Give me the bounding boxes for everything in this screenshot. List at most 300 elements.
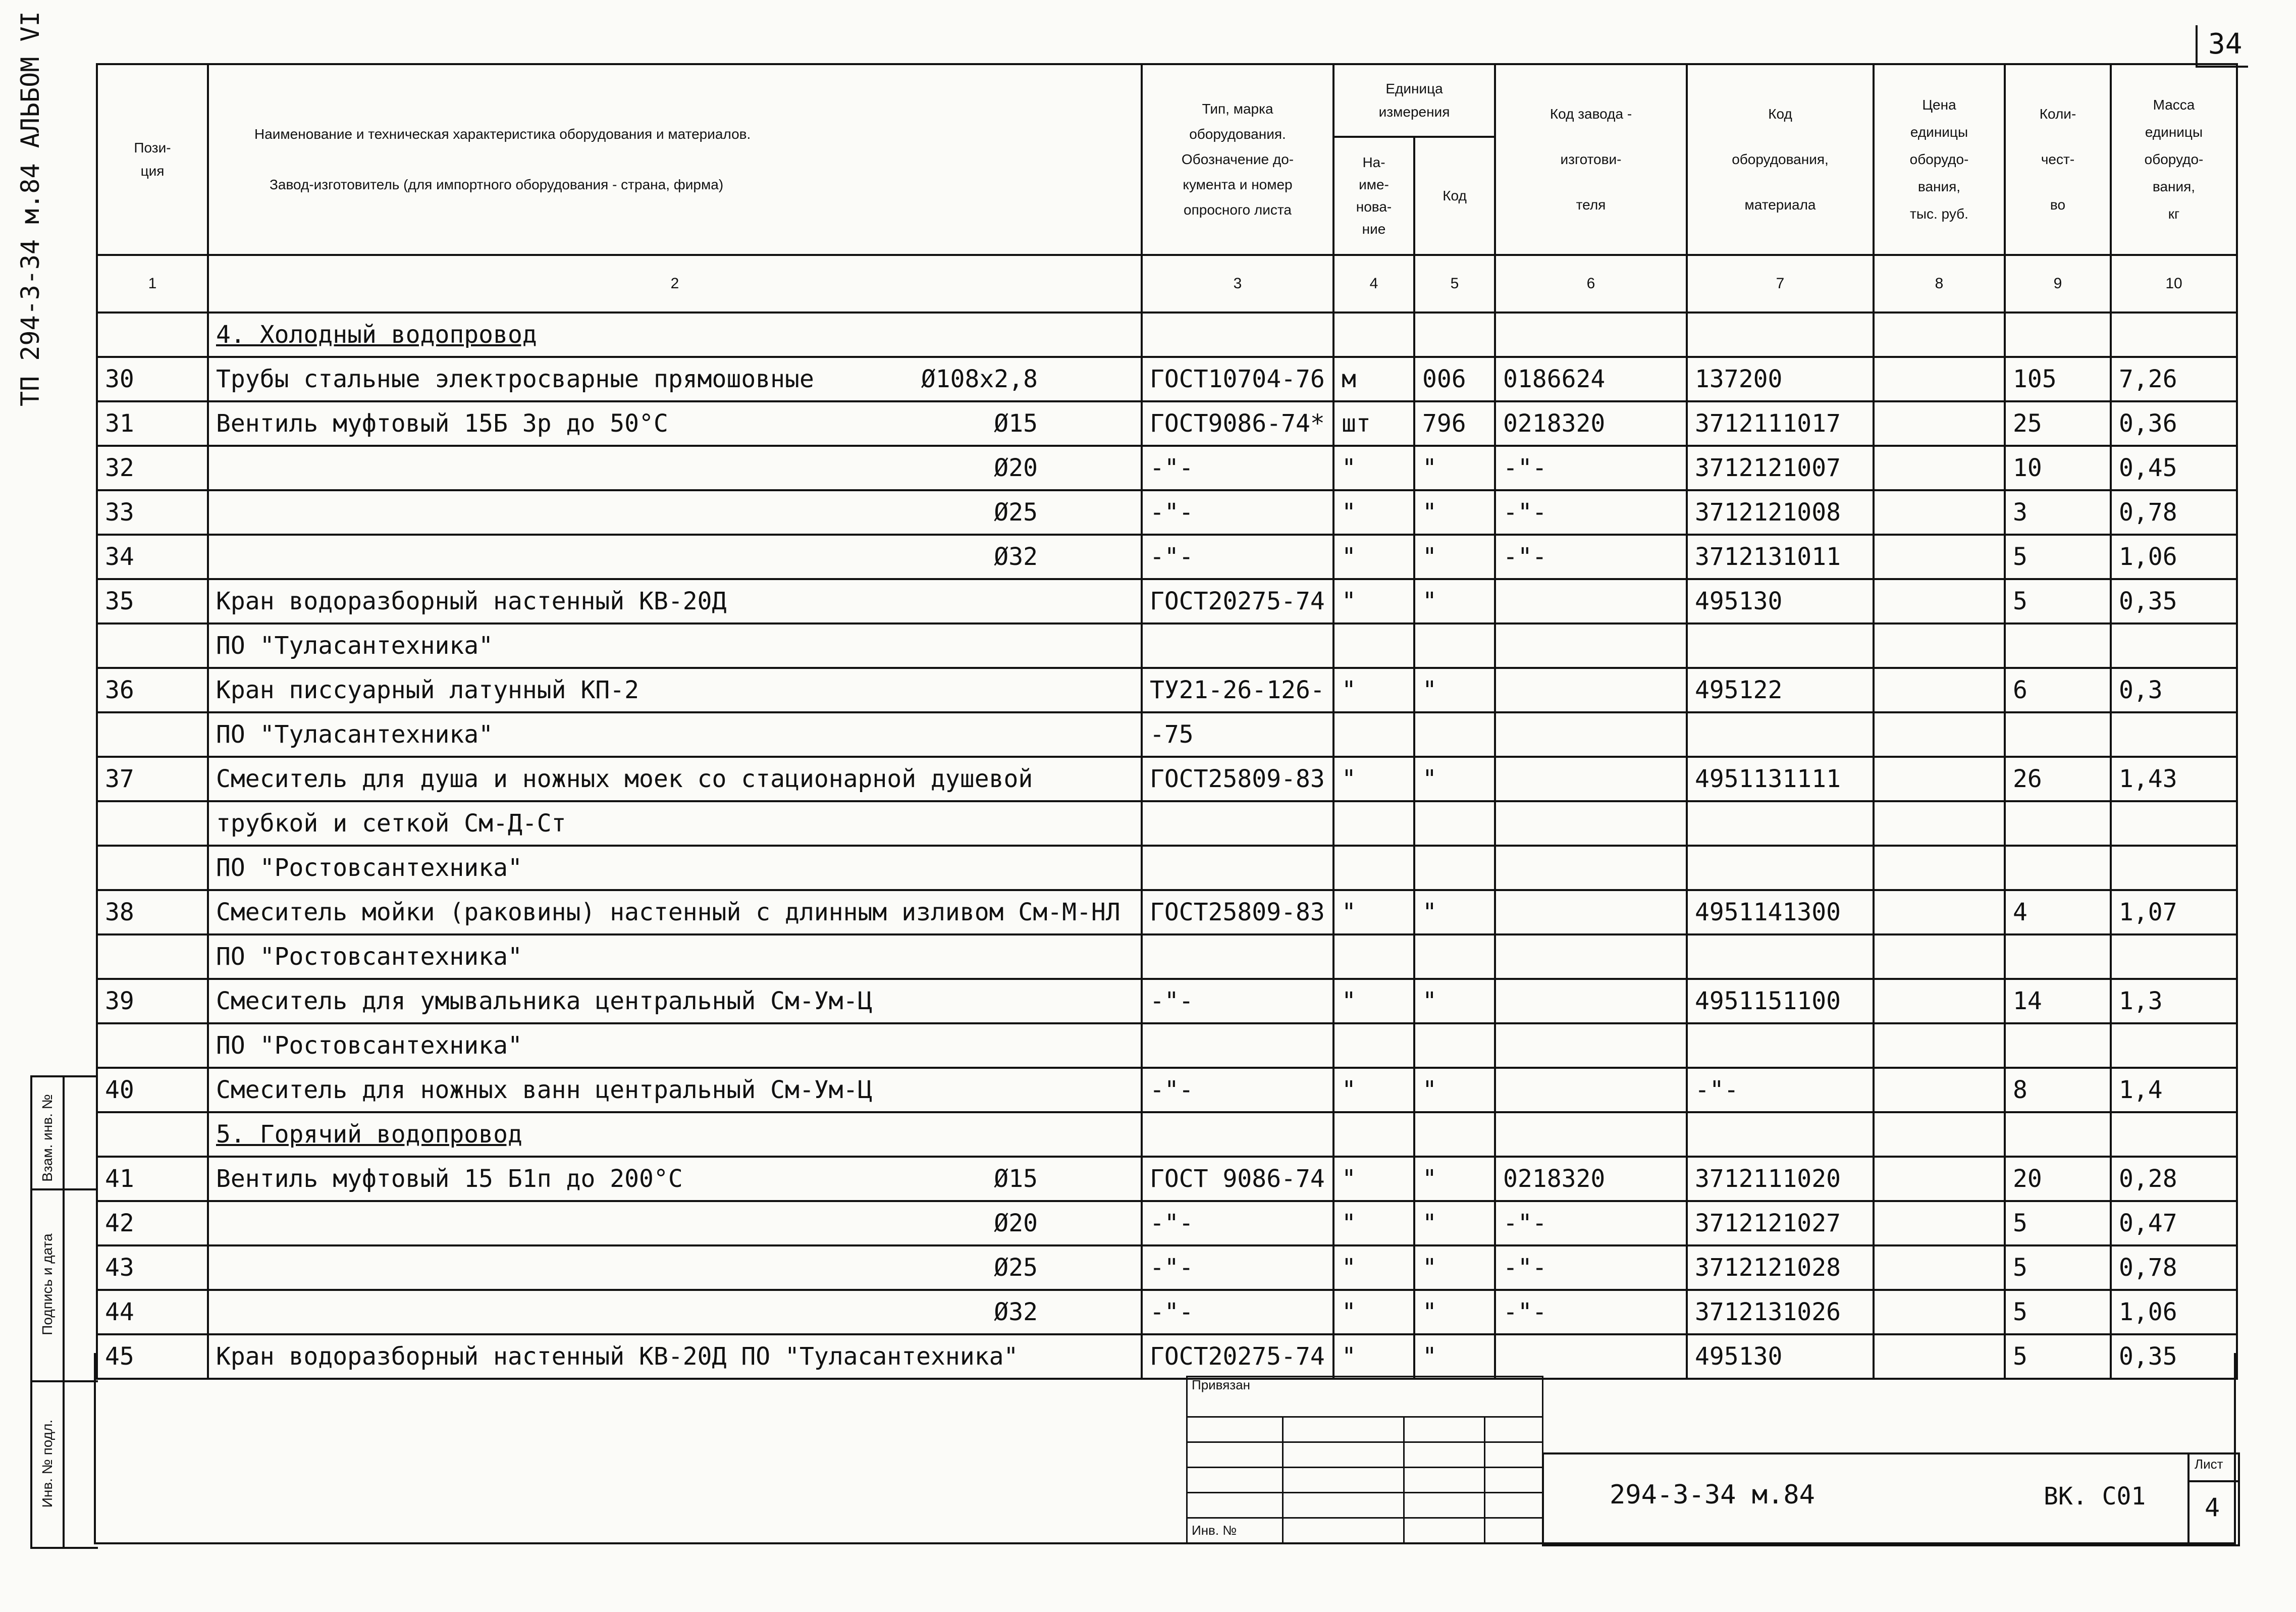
table-row bbox=[97, 579, 2237, 623]
row-name-text: Смеситель для душа и ножных моек со стационарной душевой bbox=[216, 765, 1033, 793]
row-mass: 1,4 bbox=[2111, 1068, 2237, 1112]
row-manufacturer-code: -"- bbox=[1495, 446, 1687, 490]
stamp-inv-label: Инв. № bbox=[1187, 1518, 1283, 1543]
row-manufacturer-code bbox=[1495, 934, 1687, 979]
row-unit-name: " bbox=[1333, 1201, 1414, 1245]
row-equipment-code: 3712121028 bbox=[1687, 1245, 1874, 1290]
row-price bbox=[1874, 1201, 2005, 1245]
row-equipment-code bbox=[1687, 623, 1874, 668]
row-price bbox=[1874, 623, 2005, 668]
header-unit-name: На- име- нова- ние bbox=[1333, 137, 1414, 255]
table-row bbox=[97, 1112, 2237, 1157]
row-unit-code: " bbox=[1414, 490, 1495, 535]
row-unit-code: " bbox=[1414, 1201, 1495, 1245]
row-unit-name: " bbox=[1333, 1334, 1414, 1379]
row-equipment-code: 3712121027 bbox=[1687, 1201, 1874, 1245]
row-name-text: ПО "Туласантехника" bbox=[216, 632, 494, 660]
title-block bbox=[1542, 1452, 2240, 1546]
row-price bbox=[1874, 579, 2005, 623]
row-unit-code: " bbox=[1414, 1068, 1495, 1112]
column-number: 5 bbox=[1414, 255, 1495, 313]
row-document: ГОСТ25809-83 bbox=[1142, 757, 1333, 801]
row-equipment-code bbox=[1687, 313, 1874, 357]
row-name bbox=[208, 934, 1142, 979]
row-unit-name: " bbox=[1333, 1157, 1414, 1201]
row-mass bbox=[2111, 846, 2237, 890]
row-mass: 0,36 bbox=[2111, 401, 2237, 446]
stamp-tied-label: Привязан bbox=[1187, 1377, 1543, 1417]
row-price bbox=[1874, 712, 2005, 757]
table-row bbox=[97, 623, 2237, 668]
row-price bbox=[1874, 890, 2005, 934]
row-unit-name bbox=[1333, 712, 1414, 757]
row-mass: 1,3 bbox=[2111, 979, 2237, 1023]
row-mass: 1,43 bbox=[2111, 757, 2237, 801]
row-name bbox=[208, 712, 1142, 757]
table-row bbox=[97, 446, 2237, 490]
row-position: 35 bbox=[97, 579, 208, 623]
row-name bbox=[208, 1112, 1142, 1157]
column-number: 3 bbox=[1142, 255, 1333, 313]
table-header-row bbox=[97, 64, 2237, 137]
row-document: -"- bbox=[1142, 446, 1333, 490]
row-price bbox=[1874, 801, 2005, 846]
row-unit-code: " bbox=[1414, 446, 1495, 490]
row-equipment-code: 4951151100 bbox=[1687, 979, 1874, 1023]
row-price bbox=[1874, 757, 2005, 801]
row-manufacturer-code: -"- bbox=[1495, 1245, 1687, 1290]
row-name-text: Смеситель мойки (раковины) настенный с длинным изливом См-М-НЛ bbox=[216, 898, 1120, 926]
row-price bbox=[1874, 401, 2005, 446]
row-diameter: Ø32 bbox=[994, 543, 1038, 571]
page-number: 34 bbox=[2208, 28, 2242, 61]
table-row bbox=[97, 401, 2237, 446]
row-position: 41 bbox=[97, 1157, 208, 1201]
row-position bbox=[97, 846, 208, 890]
row-name bbox=[208, 979, 1142, 1023]
table-row bbox=[97, 1201, 2237, 1245]
row-position: 30 bbox=[97, 357, 208, 401]
row-name bbox=[208, 1023, 1142, 1068]
row-quantity: 14 bbox=[2005, 979, 2111, 1023]
row-mass bbox=[2111, 623, 2237, 668]
row-quantity: 5 bbox=[2005, 1201, 2111, 1245]
table-row bbox=[97, 313, 2237, 357]
row-name bbox=[208, 490, 1142, 535]
table-row bbox=[97, 1023, 2237, 1068]
row-manufacturer-code bbox=[1495, 1334, 1687, 1379]
row-mass: 1,06 bbox=[2111, 1290, 2237, 1334]
row-unit-code: " bbox=[1414, 668, 1495, 712]
row-document: -"- bbox=[1142, 979, 1333, 1023]
row-diameter: Ø15 bbox=[994, 1165, 1038, 1193]
row-manufacturer-code: -"- bbox=[1495, 1290, 1687, 1334]
row-unit-name: " bbox=[1333, 757, 1414, 801]
row-name-text: ПО "Туласантехника" bbox=[216, 720, 494, 749]
row-quantity bbox=[2005, 313, 2111, 357]
header-equipment-code: Код оборудования, материала bbox=[1687, 64, 1874, 255]
row-name bbox=[208, 757, 1142, 801]
column-number: 4 bbox=[1333, 255, 1414, 313]
row-position bbox=[97, 934, 208, 979]
row-equipment-code bbox=[1687, 712, 1874, 757]
row-mass: 7,26 bbox=[2111, 357, 2237, 401]
side-label-signature-date: Подпись и дата bbox=[39, 1233, 55, 1335]
row-equipment-code: 3712131026 bbox=[1687, 1290, 1874, 1334]
row-name bbox=[208, 1201, 1142, 1245]
row-equipment-code bbox=[1687, 846, 1874, 890]
row-position bbox=[97, 313, 208, 357]
row-name bbox=[208, 1334, 1142, 1379]
row-quantity: 5 bbox=[2005, 1334, 2111, 1379]
sheet-number-cell bbox=[2187, 1452, 2240, 1542]
row-manufacturer-code bbox=[1495, 668, 1687, 712]
row-mass: 0,47 bbox=[2111, 1201, 2237, 1245]
row-diameter: Ø15 bbox=[994, 409, 1038, 438]
row-diameter: Ø32 bbox=[994, 1298, 1038, 1326]
row-manufacturer-code: -"- bbox=[1495, 1201, 1687, 1245]
row-mass bbox=[2111, 1023, 2237, 1068]
row-unit-name: шт bbox=[1333, 401, 1414, 446]
row-mass: 0,3 bbox=[2111, 668, 2237, 712]
row-manufacturer-code bbox=[1495, 623, 1687, 668]
row-unit-code: " bbox=[1414, 1157, 1495, 1201]
row-unit-code: " bbox=[1414, 1245, 1495, 1290]
header-name: Наименование и техническая характеристика оборудования и материалов. Завод-изготовитель (для импортного оборудования - страна, фирма) bbox=[208, 64, 1142, 255]
left-frame bbox=[94, 1353, 96, 1544]
row-price bbox=[1874, 1245, 2005, 1290]
row-diameter: Ø108x2,8 bbox=[921, 365, 1038, 393]
row-manufacturer-code bbox=[1495, 801, 1687, 846]
column-numbers-row bbox=[97, 255, 2237, 313]
row-price bbox=[1874, 1290, 2005, 1334]
row-equipment-code: 3712121008 bbox=[1687, 490, 1874, 535]
row-unit-code bbox=[1414, 934, 1495, 979]
row-document bbox=[1142, 313, 1333, 357]
row-unit-code bbox=[1414, 801, 1495, 846]
table-row bbox=[97, 1068, 2237, 1112]
row-name bbox=[208, 1068, 1142, 1112]
row-position: 32 bbox=[97, 446, 208, 490]
row-document: -75 bbox=[1142, 712, 1333, 757]
row-price bbox=[1874, 668, 2005, 712]
row-position: 31 bbox=[97, 401, 208, 446]
row-unit-code bbox=[1414, 1023, 1495, 1068]
header-quantity: Коли- чест- во bbox=[2005, 64, 2111, 255]
row-diameter: Ø25 bbox=[994, 1254, 1038, 1282]
row-document bbox=[1142, 623, 1333, 668]
row-mass: 0,35 bbox=[2111, 579, 2237, 623]
row-position bbox=[97, 623, 208, 668]
row-quantity bbox=[2005, 934, 2111, 979]
row-equipment-code: 3712111020 bbox=[1687, 1157, 1874, 1201]
row-mass: 0,78 bbox=[2111, 490, 2237, 535]
row-unit-name bbox=[1333, 801, 1414, 846]
row-manufacturer-code bbox=[1495, 712, 1687, 757]
row-equipment-code: -"- bbox=[1687, 1068, 1874, 1112]
row-document: -"- bbox=[1142, 535, 1333, 579]
row-name bbox=[208, 535, 1142, 579]
row-unit-name: " bbox=[1333, 490, 1414, 535]
row-document: -"- bbox=[1142, 1245, 1333, 1290]
row-equipment-code: 495122 bbox=[1687, 668, 1874, 712]
row-position: 40 bbox=[97, 1068, 208, 1112]
row-unit-name: " bbox=[1333, 1245, 1414, 1290]
row-name-text: 5. Горячий водопровод bbox=[216, 1120, 522, 1149]
row-price bbox=[1874, 934, 2005, 979]
row-unit-name bbox=[1333, 623, 1414, 668]
row-document: ГОСТ25809-83 bbox=[1142, 890, 1333, 934]
header-unit-code: Код bbox=[1414, 137, 1495, 255]
row-unit-code bbox=[1414, 846, 1495, 890]
row-quantity: 8 bbox=[2005, 1068, 2111, 1112]
row-document bbox=[1142, 801, 1333, 846]
row-unit-code bbox=[1414, 313, 1495, 357]
header-type: Тип, марка оборудования. Обозначение до- кумента и номер опросного листа bbox=[1142, 64, 1333, 255]
row-document bbox=[1142, 846, 1333, 890]
row-price bbox=[1874, 1068, 2005, 1112]
row-manufacturer-code bbox=[1495, 1112, 1687, 1157]
row-unit-name bbox=[1333, 313, 1414, 357]
row-mass bbox=[2111, 712, 2237, 757]
table-row bbox=[97, 712, 2237, 757]
table-row bbox=[97, 1157, 2237, 1201]
row-unit-code bbox=[1414, 1112, 1495, 1157]
row-unit-name: " bbox=[1333, 446, 1414, 490]
specification-table bbox=[96, 63, 2238, 1380]
row-equipment-code: 495130 bbox=[1687, 579, 1874, 623]
row-manufacturer-code bbox=[1495, 1023, 1687, 1068]
row-unit-code: 006 bbox=[1414, 357, 1495, 401]
table-row bbox=[97, 535, 2237, 579]
sheet-label: Лист bbox=[2195, 1457, 2223, 1472]
row-name-text: ПО "Ростовсантехника" bbox=[216, 943, 522, 971]
sheet-code: ВК. С01 bbox=[2044, 1482, 2146, 1511]
row-quantity: 5 bbox=[2005, 1290, 2111, 1334]
row-document: ГОСТ10704-76 bbox=[1142, 357, 1333, 401]
table-body bbox=[97, 313, 2237, 1379]
row-unit-code: 796 bbox=[1414, 401, 1495, 446]
row-name-text: Трубы стальные электросварные прямошовные bbox=[216, 365, 814, 393]
row-equipment-code: 137200 bbox=[1687, 357, 1874, 401]
table-row bbox=[97, 757, 2237, 801]
row-quantity: 5 bbox=[2005, 535, 2111, 579]
row-document: -"- bbox=[1142, 1201, 1333, 1245]
row-manufacturer-code bbox=[1495, 890, 1687, 934]
row-unit-name: " bbox=[1333, 535, 1414, 579]
row-quantity: 26 bbox=[2005, 757, 2111, 801]
row-manufacturer-code: 0218320 bbox=[1495, 1157, 1687, 1201]
row-mass: 0,35 bbox=[2111, 1334, 2237, 1379]
row-position: 36 bbox=[97, 668, 208, 712]
row-position bbox=[97, 1112, 208, 1157]
row-name bbox=[208, 1245, 1142, 1290]
table-row bbox=[97, 357, 2237, 401]
table-row bbox=[97, 1334, 2237, 1379]
row-equipment-code bbox=[1687, 1023, 1874, 1068]
row-document: -"- bbox=[1142, 1290, 1333, 1334]
row-unit-name bbox=[1333, 1112, 1414, 1157]
row-mass bbox=[2111, 1112, 2237, 1157]
row-manufacturer-code bbox=[1495, 313, 1687, 357]
row-diameter: Ø20 bbox=[994, 454, 1038, 482]
row-unit-code: " bbox=[1414, 1334, 1495, 1379]
row-price bbox=[1874, 1157, 2005, 1201]
row-unit-code: " bbox=[1414, 535, 1495, 579]
row-mass: 0,78 bbox=[2111, 1245, 2237, 1290]
row-name bbox=[208, 801, 1142, 846]
row-price bbox=[1874, 979, 2005, 1023]
row-document bbox=[1142, 1112, 1333, 1157]
row-quantity: 5 bbox=[2005, 1245, 2111, 1290]
header-price: Цена единицы оборудо- вания, тыс. руб. bbox=[1874, 64, 2005, 255]
row-quantity bbox=[2005, 1023, 2111, 1068]
row-price bbox=[1874, 535, 2005, 579]
row-quantity bbox=[2005, 801, 2111, 846]
doc-code: 294-3-34 м.84 bbox=[1610, 1480, 1815, 1510]
row-quantity bbox=[2005, 623, 2111, 668]
row-name-text: ПО "Ростовсантехника" bbox=[216, 854, 522, 882]
column-number: 8 bbox=[1874, 255, 2005, 313]
row-position: 44 bbox=[97, 1290, 208, 1334]
row-equipment-code: 4951131111 bbox=[1687, 757, 1874, 801]
row-quantity bbox=[2005, 712, 2111, 757]
table-row bbox=[97, 801, 2237, 846]
row-mass bbox=[2111, 801, 2237, 846]
row-unit-name bbox=[1333, 1023, 1414, 1068]
row-quantity: 20 bbox=[2005, 1157, 2111, 1201]
side-label-replaced-inv: Взам. инв. № bbox=[39, 1094, 55, 1182]
row-equipment-code bbox=[1687, 1112, 1874, 1157]
row-unit-name: " bbox=[1333, 1290, 1414, 1334]
row-position: 43 bbox=[97, 1245, 208, 1290]
row-unit-code: " bbox=[1414, 1290, 1495, 1334]
row-price bbox=[1874, 846, 2005, 890]
row-equipment-code: 495130 bbox=[1687, 1334, 1874, 1379]
row-name bbox=[208, 1290, 1142, 1334]
row-document: ГОСТ20275-74 bbox=[1142, 579, 1333, 623]
row-unit-code: " bbox=[1414, 579, 1495, 623]
row-quantity bbox=[2005, 846, 2111, 890]
side-stamp-strip bbox=[30, 1075, 98, 1549]
row-manufacturer-code: -"- bbox=[1495, 535, 1687, 579]
row-unit-name: " bbox=[1333, 979, 1414, 1023]
table-row bbox=[97, 979, 2237, 1023]
row-price bbox=[1874, 446, 2005, 490]
row-document: ГОСТ9086-74* bbox=[1142, 401, 1333, 446]
row-unit-code: " bbox=[1414, 979, 1495, 1023]
row-equipment-code: 4951141300 bbox=[1687, 890, 1874, 934]
row-unit-code bbox=[1414, 623, 1495, 668]
table-row bbox=[97, 934, 2237, 979]
row-manufacturer-code: 0186624 bbox=[1495, 357, 1687, 401]
row-name-text: Вентиль муфтовый 15Б 3р до 50°С bbox=[216, 409, 668, 438]
row-name bbox=[208, 313, 1142, 357]
row-name-text: Вентиль муфтовый 15 Б1п до 200°С bbox=[216, 1165, 683, 1193]
row-name bbox=[208, 579, 1142, 623]
row-position: 37 bbox=[97, 757, 208, 801]
row-unit-code bbox=[1414, 712, 1495, 757]
row-mass: 1,06 bbox=[2111, 535, 2237, 579]
row-price bbox=[1874, 1112, 2005, 1157]
row-position bbox=[97, 712, 208, 757]
table-row bbox=[97, 668, 2237, 712]
row-mass: 1,07 bbox=[2111, 890, 2237, 934]
row-unit-name: " bbox=[1333, 579, 1414, 623]
column-number: 7 bbox=[1687, 255, 1874, 313]
row-diameter: Ø25 bbox=[994, 498, 1038, 527]
row-name-text: трубкой и сеткой См-Д-Ст bbox=[216, 809, 566, 838]
row-position: 33 bbox=[97, 490, 208, 535]
row-mass bbox=[2111, 934, 2237, 979]
column-number: 2 bbox=[208, 255, 1142, 313]
row-unit-name bbox=[1333, 934, 1414, 979]
row-name-text: Кран водоразборный настенный КВ-20Д bbox=[216, 587, 727, 615]
row-equipment-code: 3712111017 bbox=[1687, 401, 1874, 446]
binding-stamp bbox=[1186, 1376, 1543, 1544]
row-unit-name bbox=[1333, 846, 1414, 890]
row-document bbox=[1142, 934, 1333, 979]
column-number: 9 bbox=[2005, 255, 2111, 313]
row-document: ТУ21-26-126- bbox=[1142, 668, 1333, 712]
row-name-text: Смеситель для умывальника центральный См-Ум-Ц bbox=[216, 987, 873, 1015]
row-manufacturer-code bbox=[1495, 757, 1687, 801]
row-name bbox=[208, 668, 1142, 712]
row-manufacturer-code bbox=[1495, 579, 1687, 623]
row-quantity: 3 bbox=[2005, 490, 2111, 535]
header-mass: Масса единицы оборудо- вания, кг bbox=[2111, 64, 2237, 255]
row-quantity: 4 bbox=[2005, 890, 2111, 934]
row-diameter: Ø20 bbox=[994, 1209, 1038, 1237]
row-quantity: 10 bbox=[2005, 446, 2111, 490]
row-document: ГОСТ 9086-74 bbox=[1142, 1157, 1333, 1201]
row-position: 38 bbox=[97, 890, 208, 934]
row-name bbox=[208, 401, 1142, 446]
row-document bbox=[1142, 1023, 1333, 1068]
row-document: ГОСТ20275-74 bbox=[1142, 1334, 1333, 1379]
row-unit-code: " bbox=[1414, 757, 1495, 801]
column-number: 10 bbox=[2111, 255, 2237, 313]
row-name-text: 4. Холодный водопровод bbox=[216, 321, 537, 349]
row-quantity: 105 bbox=[2005, 357, 2111, 401]
row-unit-name: " bbox=[1333, 890, 1414, 934]
row-position: 45 bbox=[97, 1334, 208, 1379]
row-price bbox=[1874, 1334, 2005, 1379]
row-equipment-code bbox=[1687, 801, 1874, 846]
row-mass: 0,45 bbox=[2111, 446, 2237, 490]
row-name bbox=[208, 890, 1142, 934]
row-quantity: 5 bbox=[2005, 579, 2111, 623]
side-label-inv-original: Инв. № подл. bbox=[39, 1419, 55, 1508]
table-row bbox=[97, 846, 2237, 890]
table-row bbox=[97, 890, 2237, 934]
row-equipment-code: 3712131011 bbox=[1687, 535, 1874, 579]
row-manufacturer-code bbox=[1495, 979, 1687, 1023]
row-name bbox=[208, 357, 1142, 401]
row-price bbox=[1874, 1023, 2005, 1068]
row-name-text: Кран водоразборный настенный КВ-20Д ПО "Туласантехника" bbox=[216, 1342, 1019, 1371]
sheet-number: 4 bbox=[2205, 1493, 2220, 1522]
row-position: 42 bbox=[97, 1201, 208, 1245]
column-number: 1 bbox=[97, 255, 208, 313]
row-quantity: 25 bbox=[2005, 401, 2111, 446]
row-position: 34 bbox=[97, 535, 208, 579]
header-unit-group: Единица измерения bbox=[1333, 64, 1495, 137]
row-mass bbox=[2111, 313, 2237, 357]
row-unit-name: м bbox=[1333, 357, 1414, 401]
row-price bbox=[1874, 313, 2005, 357]
row-name bbox=[208, 846, 1142, 890]
